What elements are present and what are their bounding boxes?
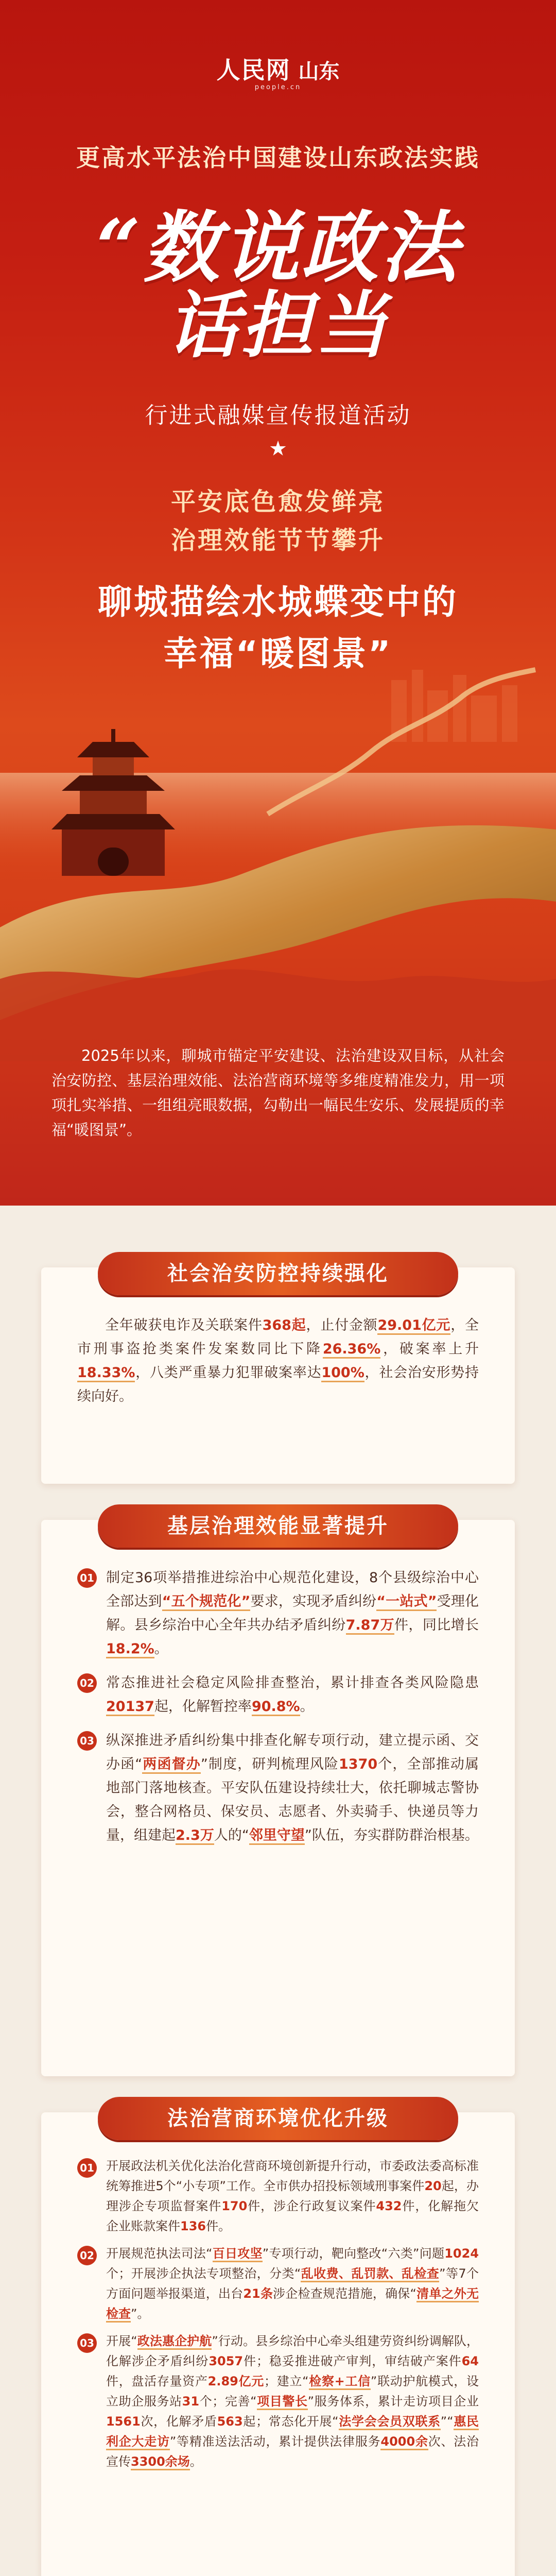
section-public-security [41, 1262, 515, 1484]
section-title: 基层治理效能显著提升 [98, 1504, 458, 1548]
hero-tagline-2: 治理效能节节攀升 [170, 526, 385, 555]
section-title: 法治营商环境优化升级 [98, 2097, 458, 2140]
hero-subtitle: 行进式融媒宣传报道活动 [145, 402, 411, 429]
brand-name: 人民网 [216, 56, 291, 84]
hero-big-title-line2: 话担当 [166, 283, 389, 368]
section-body [77, 1314, 479, 1409]
list-item: 02 常态推进社会稳定风险排查整治，累计排查各类风险隐患20137起，化解暂控率90.8%。 [77, 1671, 479, 1719]
hero-headline-2: 幸福“暖图景” [163, 634, 393, 673]
section-body [77, 2156, 479, 2472]
intro-paragraph: 2025年以来，聊城市锚定平安建设、法治建设双目标，从社会治安防控、基层治理效能、法治营商环境等多维度精准发力，用一项项扎实举措、一组组亮眼数据，勾勒出一幅民生安乐、发展提质的幸福“暖图景”。 [51, 1047, 505, 1139]
list-item: 01 制定36项举措推进综治中心规范化建设，8个县级综治中心全部达到“五个规范化”要求，实现矛盾纠纷“一站式”受理化解。县乡综治中心全年共办结矛盾纠纷7.87万件，同比增长18.2%。 [77, 1566, 479, 1661]
section-title: 社会治安防控持续强化 [98, 1252, 458, 1295]
hero-big-title-line1: “数说政法 [96, 202, 460, 293]
list-item: 03 纵深推进矛盾纠纷集中排查化解专项行动，建立提示函、交办函“两函督办”制度，研判梳理风险1370个，全部推动属地部门落地核查。平安队伍建设持续壮大，依托聊城志警协会，整合网格员、保安员、志愿者、外卖骑手、快递员等力量，组建起2.3万人的“邻里守望”队伍，夯实群防群治根基。 [77, 1729, 479, 1848]
brand-domain: people.cn [254, 83, 302, 91]
list-item: 01 开展政法机关优化法治化营商环境创新提升行动，市委政法委高标准统筹推进5个“小专项”工作。全市供办招投标领域刑事案件20起，办理涉企专项监督案件170件，涉企行政复议案件432件，化解拖欠企业账款案件136件。 [77, 2156, 479, 2236]
hero-tagline-1: 平安底色愈发鲜亮 [170, 487, 385, 516]
security-paragraph: 全年破获电诈及关联案件368起，止付金额29.01亿元，全市刑事盗抢类案件发案数同比下降26.36%，破案率上升18.33%，八类严重暴力犯罪破案率达100%，社会治安形势持续向好。 [77, 1317, 479, 1404]
section-grassroots [41, 1514, 515, 2076]
section-business-environment [41, 2107, 515, 2576]
hero-illustration [0, 659, 556, 1061]
star-icon: ★ [269, 437, 287, 461]
list-item: 02 开展规范执法司法“百日攻坚”专项行动，靶向整改“六类”问题1024个；开展涉企执法专项整治，分类“乱收费、乱罚款、乱检查”等7个方面问题举报渠道，出台21条涉企检查规范措施，确保“清单之外无检查”。 [77, 2244, 479, 2324]
brand-region: 山东 [298, 60, 340, 83]
brand-logo [0, 52, 556, 91]
hero-kicker: 更高水平法治中国建设山东政法实践 [76, 144, 480, 172]
hero-headline-1: 聊城描绘水城蝶变中的 [98, 582, 458, 622]
list-item: 03 开展“政法惠企护航”行动。县乡综治中心牵头组建劳资纠纷调解队，化解涉企矛盾纠纷3057件；稳妥推进破产审判，审结破产案件64件，盘活存量资产2.89亿元；建立“检察+工信”联动护航模式，设立助企服务站31个；完善“项目警长”服务体系，累计走访项目企业1561次，化解矛盾563起；常态化开展“法学会会员双联系”“惠民利企大走访”等精准送法活动，累计提供法律服务4000余次、法治宣传3300余场。 [77, 2331, 479, 2472]
section-body [77, 1566, 479, 1858]
hero-banner [0, 0, 556, 1206]
